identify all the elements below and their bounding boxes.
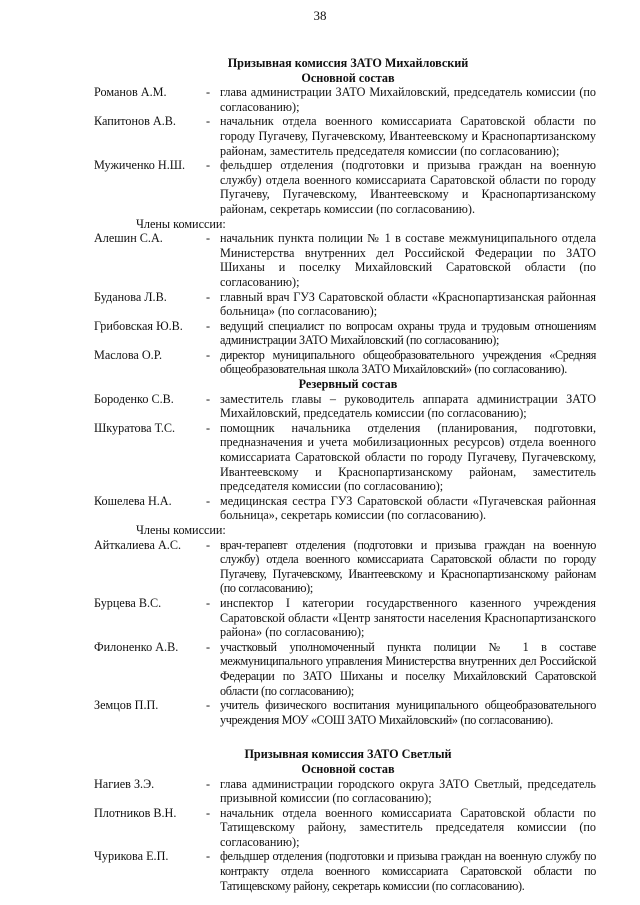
dash: - [206,158,211,173]
dash: - [206,231,211,246]
dash: - [206,391,211,406]
member-name: Буданова Л.В. [94,289,167,304]
dash: - [206,595,211,610]
member-name: Алешин С.А. [94,231,163,246]
member-position: начальник пункта полиции № 1 в составе межмуниципального отдела Министерства внутренних дел Российской Федерации по ЗАТО Шиханы и поселку Михайловский Саратовской области (по согласованию); [220,231,596,289]
dash: - [206,85,211,100]
page-number: 38 [313,8,327,23]
member-name: Филоненко А.В. [94,639,179,654]
member-name: Земцов П.П. [94,698,159,713]
member-row [94,421,596,494]
members-label: Члены комиссии: [136,523,226,537]
member-position: директор муниципального общеобразовательного учреждения «Средняя общеобразовательная школа ЗАТО Михайловский» (по согласованию). [220,347,596,377]
member-name: Нагиев З.Э. [94,776,155,791]
dash: - [206,776,211,791]
member-name: Капитонов А.В. [94,114,176,129]
member-position: главный врач ГУЗ Саратовской области «Краснопартизанская районная больница» (по согласованию); [220,289,596,319]
subsection-title: Основной состав [301,70,395,85]
member-name: Романов А.М. [94,85,167,100]
dash: - [206,537,211,552]
member-row [94,849,596,893]
dash: - [206,805,211,820]
member-row [94,319,596,348]
member-row [94,290,596,319]
members-label: Члены комиссии: [136,216,226,231]
member-position: начальник отдела военного комиссариата Саратовской области по Татищевскому району, заместитель председателя комиссии (по согласованию); [220,805,596,849]
member-row [94,348,596,377]
member-row [94,777,596,806]
member-row [94,806,596,850]
member-position: инспектор I категории государственного казенного учреждения Саратовской области «Центр занятости населения Краснопартизанского района» (по согласованию); [220,595,596,640]
member-row [94,231,596,289]
member-name: Бурцева В.С. [94,595,162,610]
dash: - [206,420,211,435]
member-row [94,392,596,421]
member-position: участковый уполномоченный пункта полиции № 1 в составе межмуниципального управления Министерства внутренних дел Российской Федерации по ЗАТО Шиханы и поселку Михайловский Саратовской области (по согласованию); [220,639,596,698]
member-position: глава администрации ЗАТО Михайловский, председатель комиссии (по согласованию); [220,85,596,114]
member-position: заместитель главы – руководитель аппарата администрации ЗАТО Михайловский, председатель комиссии (по согласованию); [220,391,596,421]
member-row [94,494,596,523]
member-name: Шкуратова Т.С. [94,420,176,435]
member-position: врач-терапевт отделения (подготовки и призыва граждан на военную службу) отдела военного комиссариата Саратовской области по городу Пугачеву, Пугачевскому, Ивантеевскому и Краснопартизанскому районам (по согласованию); [220,537,596,596]
dash: - [206,493,211,508]
section-title: Призывная комиссия ЗАТО Михайловский [227,56,469,70]
dash: - [206,318,211,333]
member-position: помощник начальника отделения (планирования, подготовки, предназначения и учета мобилизационных ресурсов) отдела военного комиссариата Саратовской области по городу Пугачеву, Пугачевскому, Ивантеевскому и Краснопартизанскому районам, заместитель председателя комиссии (по согласованию); [220,420,596,494]
dash: - [206,114,211,129]
member-name: Айткалиева А.С. [94,537,181,552]
member-position: учитель физического воспитания муниципального общеобразовательного учреждения МОУ «СОШ ЗАТО Михайловский» (по согласованию). [220,698,596,727]
member-row [94,698,596,727]
document-body [94,56,596,893]
member-position: глава администрации городского округа ЗАТО Светлый, председатель призывной комиссии (по согласованию); [220,776,596,806]
member-row [94,114,596,158]
member-row [94,158,596,216]
member-position: ведущий специалист по вопросам охраны труда и трудовым отношениям администрации ЗАТО Михайловский (по согласованию); [220,318,596,348]
member-position: фельдшер отделения (подготовки и призыва граждан на военную службу) отдела военного комиссариата Саратовской области по городу Пугачеву, Пугачевскому, Ивантеевскому и Краснопартизанскому районам, секретарь комиссии (по согласованию). [220,158,596,216]
member-row [94,538,596,596]
member-name: Грибовская Ю.В. [94,318,183,333]
member-name: Бороденко С.В. [94,391,174,406]
member-row [94,596,596,640]
member-name: Маслова О.Р. [94,347,163,362]
dash: - [206,347,211,362]
member-name: Плотников В.Н. [94,805,177,820]
subsection-title: Основной состав [301,761,395,776]
subsection-title: Резервный состав [298,377,398,392]
section-title: Призывная комиссия ЗАТО Светлый [244,747,452,762]
dash: - [206,849,211,864]
member-position: начальник отдела военного комиссариата Саратовской области по городу Пугачеву, Пугачевскому, Ивантеевскому и Краснопартизанскому районам, заместитель председателя комиссии (по согласованию); [220,114,596,158]
dash: - [206,289,211,304]
member-name: Мужиченко Н.Ш. [94,158,186,173]
member-position: медицинская сестра ГУЗ Саратовской области «Пугачевская районная больница», секретарь комиссии (по согласованию). [220,493,596,523]
dash: - [206,698,211,713]
member-row [94,85,596,114]
dash: - [206,639,211,654]
member-name: Кошелева Н.А. [94,493,172,508]
member-row [94,640,596,698]
member-name: Чурикова Е.П. [94,849,169,864]
member-position: фельдшер отделения (подготовки и призыва граждан на военную службу по контракту отдела военного комиссариата Саратовской области по Татищевскому району, секретарь комиссии (по согласованию). [220,849,596,893]
